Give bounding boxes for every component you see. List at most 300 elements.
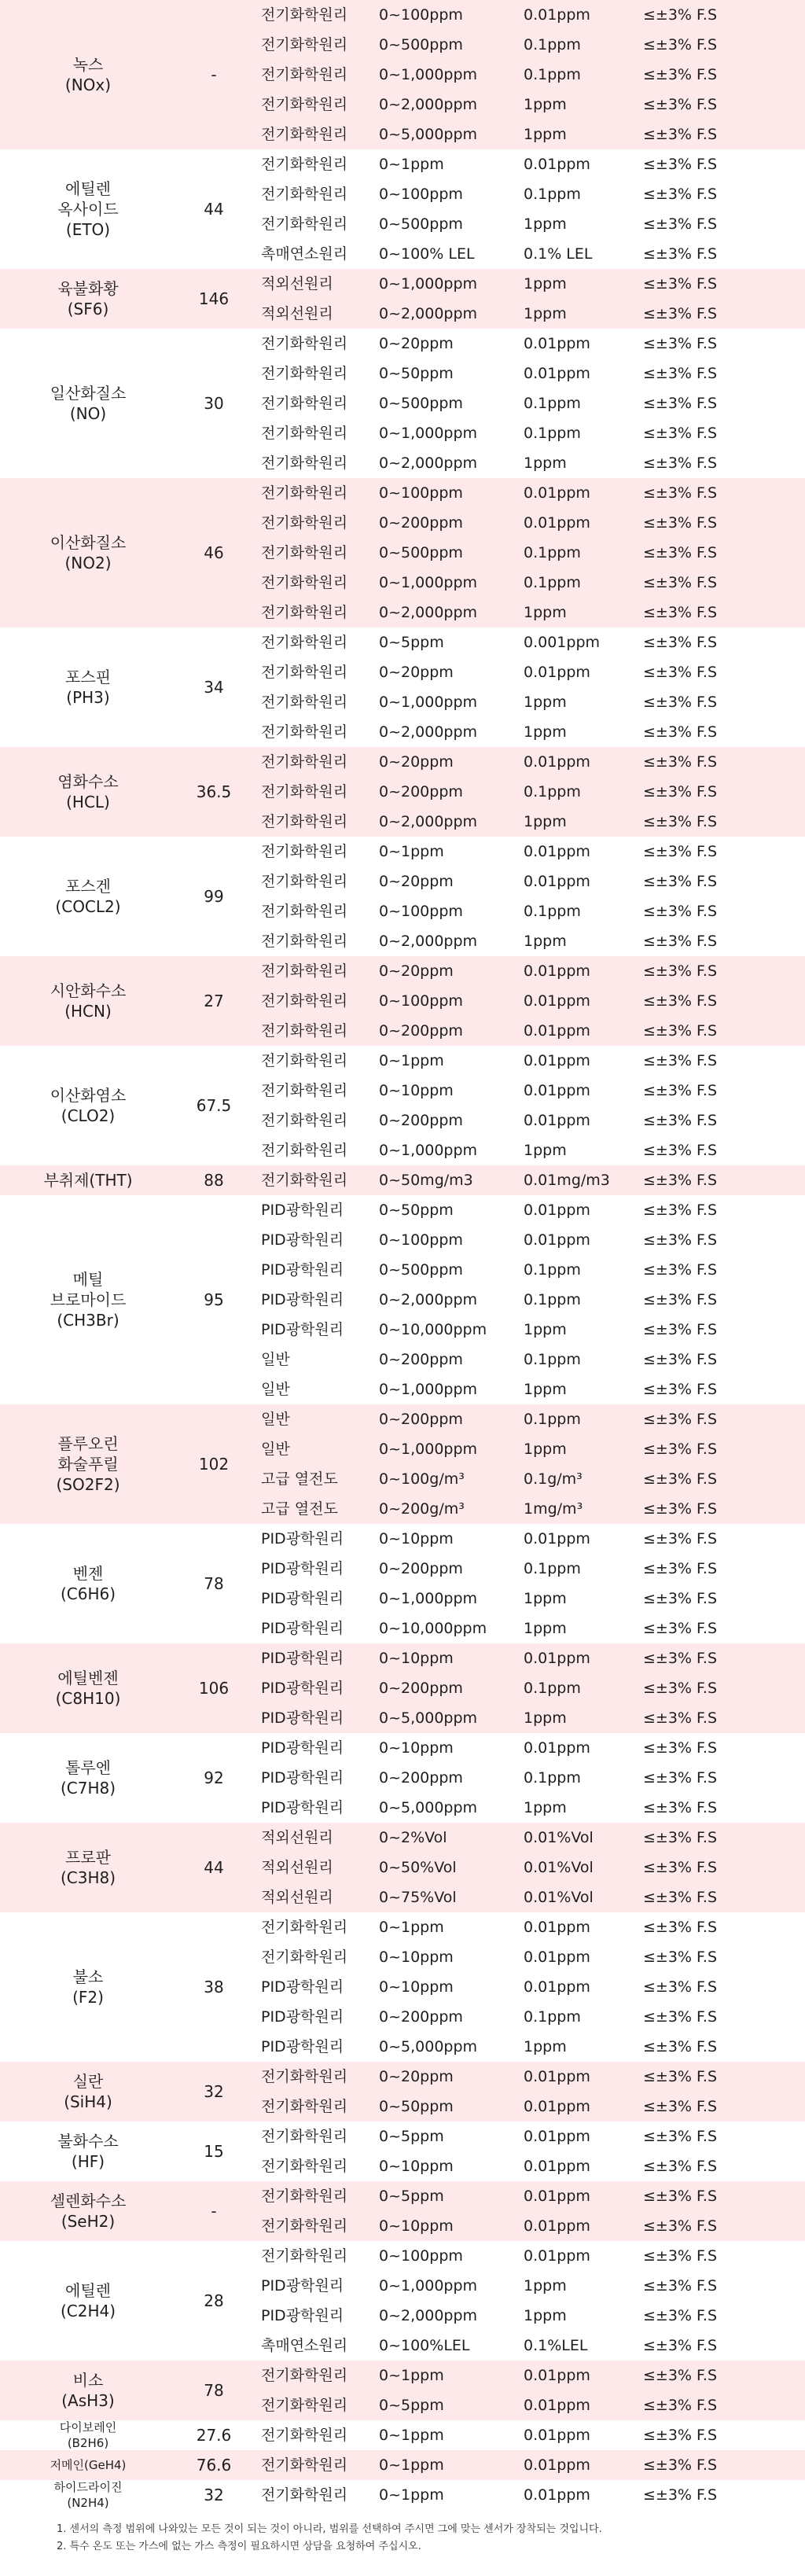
accuracy: ≤±3% F.S: [643, 1381, 717, 1398]
resolution: 0.1ppm: [524, 1560, 581, 1577]
accuracy: ≤±3% F.S: [643, 723, 717, 741]
molecular-weight: 46: [204, 543, 224, 562]
sensor-method: 전기화학원리: [261, 634, 348, 651]
molecular-weight: 30: [204, 394, 224, 413]
sensor-method: PID광학원리: [261, 1739, 344, 1757]
gas-name-line: (B2H6): [67, 2436, 109, 2450]
gas-group: [0, 2480, 805, 2510]
accuracy: ≤±3% F.S: [643, 365, 717, 382]
sensor-method: 전기화학원리: [261, 96, 348, 113]
molecular-weight: 34: [204, 678, 224, 697]
accuracy: ≤±3% F.S: [643, 454, 717, 472]
measure-range: 0~100ppm: [379, 1231, 463, 1249]
resolution: 0.01ppm: [524, 2128, 590, 2145]
measure-range: 0~5ppm: [379, 634, 444, 651]
table-row: [0, 2002, 805, 2032]
table-row: [0, 2390, 805, 2420]
accuracy: ≤±3% F.S: [643, 843, 717, 860]
accuracy: ≤±3% F.S: [643, 1919, 717, 1936]
sensor-method: 전기화학원리: [261, 933, 348, 950]
table-row: [0, 1703, 805, 1733]
gas-group: [0, 1046, 805, 1165]
table-row: [0, 1464, 805, 1494]
table-row: [0, 1195, 805, 1225]
accuracy: ≤±3% F.S: [643, 1650, 717, 1667]
table-row: [0, 1016, 805, 1046]
resolution: 0.1g/m³: [524, 1470, 583, 1488]
sensor-method: 전기화학원리: [261, 36, 348, 53]
table-row: [0, 956, 805, 986]
resolution: 0.01ppm: [524, 2068, 590, 2085]
resolution: 0.01ppm: [524, 1978, 590, 1996]
accuracy: ≤±3% F.S: [643, 2486, 717, 2504]
table-row: [0, 1763, 805, 1793]
measure-range: 0~2,000ppm: [379, 2307, 478, 2324]
gas-name-line: (NOx): [64, 75, 112, 94]
measure-range: 0~1ppm: [379, 2486, 444, 2504]
measure-range: 0~1ppm: [379, 2456, 444, 2474]
table-row: [0, 687, 805, 717]
sensor-method: 촉매연소원리: [261, 245, 348, 263]
accuracy: ≤±3% F.S: [643, 2427, 717, 2444]
accuracy: ≤±3% F.S: [643, 1799, 717, 1816]
sensor-method: 고급 열전도: [261, 1470, 338, 1488]
measure-range: 0~200ppm: [379, 783, 463, 800]
resolution: 0.01ppm: [524, 1112, 590, 1129]
resolution: 0.001ppm: [524, 634, 601, 651]
table-row: [0, 807, 805, 837]
molecular-weight: 38: [204, 1978, 224, 1996]
sensor-method: 전기화학원리: [261, 903, 348, 920]
sensor-method: PID광학원리: [261, 1978, 344, 1996]
accuracy: ≤±3% F.S: [643, 1351, 717, 1368]
accuracy: ≤±3% F.S: [643, 1112, 717, 1129]
resolution: 1ppm: [524, 694, 567, 711]
accuracy: ≤±3% F.S: [643, 1949, 717, 1966]
sensor-method: 전기화학원리: [261, 1082, 348, 1099]
measure-range: 0~10,000ppm: [379, 1620, 487, 1637]
accuracy: ≤±3% F.S: [643, 66, 717, 83]
measure-range: 0~100ppm: [379, 992, 463, 1010]
molecular-weight: 106: [198, 1679, 230, 1698]
gas-name-line: (SO2F2): [56, 1475, 120, 1494]
gas-group: [0, 2361, 805, 2420]
table-row: [0, 1106, 805, 1135]
table-row: [0, 1524, 805, 1554]
measure-range: 0~200ppm: [379, 1022, 463, 1040]
resolution: 0.1ppm: [524, 1411, 581, 1428]
measure-range: 0~10ppm: [379, 1949, 454, 1966]
sensor-method: 전기화학원리: [261, 484, 348, 502]
resolution: 0.01ppm: [524, 2367, 590, 2384]
measure-range: 0~20ppm: [379, 753, 454, 771]
gas-group: [0, 2122, 805, 2181]
gas-name-line: 시안화수소: [50, 981, 127, 1000]
gas-name-line: 포스핀: [65, 668, 111, 686]
molecular-weight: 32: [204, 2486, 224, 2504]
measure-range: 0~1ppm: [379, 1052, 444, 1069]
sensor-method: 일반: [261, 1381, 290, 1398]
sensor-method: PID광학원리: [261, 1231, 344, 1249]
measure-range: 0~75%Vol: [379, 1889, 457, 1906]
sensor-method: PID광학원리: [261, 2277, 344, 2294]
sensor-method: 전기화학원리: [261, 962, 348, 980]
resolution: 0.01ppm: [524, 1022, 590, 1040]
table-row: [0, 2361, 805, 2390]
sensor-method: 일반: [261, 1351, 290, 1368]
sensor-method: 고급 열전도: [261, 1500, 338, 1518]
resolution: 0.01ppm: [524, 1739, 590, 1757]
accuracy: ≤±3% F.S: [643, 1022, 717, 1040]
resolution: 0.1ppm: [524, 66, 581, 83]
measure-range: 0~2,000ppm: [379, 1291, 478, 1308]
table-row: [0, 657, 805, 687]
measure-range: 0~1ppm: [379, 156, 444, 173]
measure-range: 0~2,000ppm: [379, 723, 478, 741]
accuracy: ≤±3% F.S: [643, 933, 717, 950]
resolution: 0.1ppm: [524, 425, 581, 442]
sensor-method: PID광학원리: [261, 1680, 344, 1697]
measure-range: 0~1ppm: [379, 2427, 444, 2444]
gas-name-line: (COCL2): [55, 897, 121, 916]
resolution: 0.1ppm: [524, 1261, 581, 1279]
sensor-method: 촉매연소원리: [261, 2337, 348, 2354]
sensor-method: 전기화학원리: [261, 604, 348, 621]
gas-name-line: (HCL): [66, 793, 110, 811]
gas-name-line: (C3H8): [60, 1868, 116, 1887]
sensor-method: 적외선원리: [261, 1829, 333, 1846]
accuracy: ≤±3% F.S: [643, 2008, 717, 2026]
resolution: 1ppm: [524, 813, 567, 830]
resolution: 1ppm: [524, 215, 567, 233]
table-row: [0, 1404, 805, 1434]
resolution: 0.01mg/m3: [524, 1172, 610, 1189]
accuracy: ≤±3% F.S: [643, 1500, 717, 1518]
measure-range: 0~200ppm: [379, 1411, 463, 1428]
measure-range: 0~2,000ppm: [379, 96, 478, 113]
sensor-method: 전기화학원리: [261, 66, 348, 83]
measure-range: 0~100ppm: [379, 903, 463, 920]
gas-group: [0, 2450, 805, 2480]
gas-name-line: (ETO): [65, 220, 111, 239]
accuracy: ≤±3% F.S: [643, 1470, 717, 1488]
molecular-weight: -: [211, 65, 217, 84]
measure-range: 0~200ppm: [379, 1680, 463, 1697]
molecular-weight: 76.6: [196, 2456, 232, 2475]
sensor-method: 전기화학원리: [261, 1919, 348, 1936]
measure-range: 0~50mg/m3: [379, 1172, 473, 1189]
measure-range: 0~1ppm: [379, 843, 444, 860]
sensor-method: 전기화학원리: [261, 544, 348, 561]
resolution: 0.01ppm: [524, 156, 590, 173]
table-row: [0, 1434, 805, 1464]
gas-name-line: (SeH2): [61, 2212, 116, 2231]
sensor-method: 전기화학원리: [261, 335, 348, 352]
resolution: 0.01ppm: [524, 2486, 590, 2504]
resolution: 0.01ppm: [524, 2456, 590, 2474]
accuracy: ≤±3% F.S: [643, 2098, 717, 2115]
measure-range: 0~10ppm: [379, 1530, 454, 1547]
measure-range: 0~1,000ppm: [379, 66, 478, 83]
accuracy: ≤±3% F.S: [643, 2367, 717, 2384]
table-row: [0, 448, 805, 478]
measure-range: 0~2,000ppm: [379, 604, 478, 621]
gas-group: [0, 627, 805, 747]
sensor-method: 일반: [261, 1411, 290, 1428]
gas-name-line: 에틸렌: [65, 2281, 111, 2300]
gas-name-line: 메틸: [72, 1270, 104, 1289]
gas-group: [0, 2181, 805, 2241]
measure-range: 0~5,000ppm: [379, 126, 478, 143]
molecular-weight: 27: [204, 992, 224, 1010]
table-row: [0, 2032, 805, 2062]
measure-range: 0~10ppm: [379, 1978, 454, 1996]
table-row: [0, 2271, 805, 2301]
accuracy: ≤±3% F.S: [643, 2217, 717, 2235]
measure-range: 0~500ppm: [379, 36, 463, 53]
resolution: 0.1ppm: [524, 1769, 581, 1787]
sensor-method: 전기화학원리: [261, 6, 348, 24]
sensor-method: 전기화학원리: [261, 2367, 348, 2384]
table-row: [0, 1793, 805, 1823]
footnote: 1. 센서의 측정 범위에 나와있는 모든 것이 되는 것이 아니라, 범위를 선택하여 주시면 그에 맞는 센서가 장착되는 것입니다.: [57, 2523, 602, 2535]
resolution: 0.1ppm: [524, 1291, 581, 1308]
gas-group: [0, 0, 805, 149]
measure-range: 0~5ppm: [379, 2188, 444, 2205]
accuracy: ≤±3% F.S: [643, 903, 717, 920]
gas-name-line: 벤젠: [72, 1564, 104, 1583]
resolution: 0.01ppm: [524, 962, 590, 980]
gas-group: [0, 1912, 805, 2062]
resolution: 1ppm: [524, 933, 567, 950]
table-row: [0, 60, 805, 90]
sensor-method: 전기화학원리: [261, 2098, 348, 2115]
sensor-method: 전기화학원리: [261, 2397, 348, 2414]
resolution: 1ppm: [524, 2038, 567, 2055]
resolution: 0.01ppm: [524, 1052, 590, 1069]
sensor-method: 전기화학원리: [261, 574, 348, 591]
accuracy: ≤±3% F.S: [643, 1052, 717, 1069]
measure-range: 0~100ppm: [379, 6, 463, 24]
accuracy: ≤±3% F.S: [643, 1829, 717, 1846]
accuracy: ≤±3% F.S: [643, 694, 717, 711]
sensor-method: 전기화학원리: [261, 2068, 348, 2085]
accuracy: ≤±3% F.S: [643, 335, 717, 352]
resolution: 0.1ppm: [524, 36, 581, 53]
table-row: [0, 777, 805, 807]
sensor-method: 전기화학원리: [261, 186, 348, 203]
sensor-method: 적외선원리: [261, 1889, 333, 1906]
resolution: 1ppm: [524, 305, 567, 322]
resolution: 0.1ppm: [524, 1680, 581, 1697]
measure-range: 0~20ppm: [379, 664, 454, 681]
gas-name-line: (CLO2): [61, 1106, 116, 1125]
accuracy: ≤±3% F.S: [643, 1411, 717, 1428]
table-row: [0, 1554, 805, 1584]
table-row: [0, 896, 805, 926]
accuracy: ≤±3% F.S: [643, 215, 717, 233]
table-row: [0, 1076, 805, 1106]
gas-group: [0, 329, 805, 478]
resolution: 0.01ppm: [524, 6, 590, 24]
measure-range: 0~10ppm: [379, 2217, 454, 2235]
sensor-method: PID광학원리: [261, 1590, 344, 1607]
accuracy: ≤±3% F.S: [643, 1172, 717, 1189]
molecular-weight: 102: [198, 1455, 230, 1474]
gas-name-line: 브로마이드: [50, 1290, 127, 1309]
sensor-method: 전기화학원리: [261, 2486, 348, 2504]
resolution: 0.01ppm: [524, 992, 590, 1010]
table-row: [0, 1584, 805, 1614]
accuracy: ≤±3% F.S: [643, 36, 717, 53]
gas-name-line: 셀렌화수소: [50, 2191, 127, 2210]
accuracy: ≤±3% F.S: [643, 1978, 717, 1996]
accuracy: ≤±3% F.S: [643, 1620, 717, 1637]
sensor-method: PID광학원리: [261, 1620, 344, 1637]
table-row: [0, 1345, 805, 1374]
table-row: [0, 627, 805, 657]
table-row: [0, 359, 805, 388]
molecular-weight: 44: [204, 200, 224, 219]
sensor-method: 전기화학원리: [261, 1142, 348, 1159]
sensor-method: 전기화학원리: [261, 813, 348, 830]
sensor-method: PID광학원리: [261, 1560, 344, 1577]
measure-range: 0~500ppm: [379, 1261, 463, 1279]
gas-name-line: 화술푸릴: [57, 1455, 119, 1474]
sensor-method: 전기화학원리: [261, 126, 348, 143]
accuracy: ≤±3% F.S: [643, 1859, 717, 1876]
table-row: [0, 747, 805, 777]
sensor-method: 전기화학원리: [261, 395, 348, 412]
measure-range: 0~20ppm: [379, 335, 454, 352]
measure-range: 0~1,000ppm: [379, 2277, 478, 2294]
molecular-weight: 44: [204, 1858, 224, 1877]
molecular-weight: 67.5: [196, 1096, 232, 1115]
accuracy: ≤±3% F.S: [643, 1142, 717, 1159]
accuracy: ≤±3% F.S: [643, 275, 717, 293]
resolution: 0.1ppm: [524, 574, 581, 591]
table-row: [0, 538, 805, 568]
gas-name-line: (SiH4): [64, 2092, 112, 2111]
accuracy: ≤±3% F.S: [643, 604, 717, 621]
measure-range: 0~1ppm: [379, 1919, 444, 1936]
sensor-method: 적외선원리: [261, 305, 333, 322]
resolution: 1ppm: [524, 454, 567, 472]
sensor-method: 전기화학원리: [261, 753, 348, 771]
gas-name-line: 에틸벤젠: [57, 1669, 119, 1687]
sensor-method: 적외선원리: [261, 1859, 333, 1876]
sensor-method: 적외선원리: [261, 275, 333, 293]
measure-range: 0~1,000ppm: [379, 1142, 478, 1159]
table-row: [0, 149, 805, 179]
resolution: 0.1%LEL: [524, 2337, 588, 2354]
accuracy: ≤±3% F.S: [643, 514, 717, 532]
gas-name-line: (C8H10): [55, 1689, 121, 1708]
measure-range: 0~50ppm: [379, 2098, 454, 2115]
table-row: [0, 1494, 805, 1524]
gas-name-line: (SF6): [67, 300, 109, 318]
resolution: 0.01ppm: [524, 1530, 590, 1547]
resolution: 0.1ppm: [524, 186, 581, 203]
table-row: [0, 1882, 805, 1912]
accuracy: ≤±3% F.S: [643, 1202, 717, 1219]
gas-name-line: 실란: [72, 2072, 104, 2091]
accuracy: ≤±3% F.S: [643, 2337, 717, 2354]
table-row: [0, 1942, 805, 1972]
table-row: [0, 717, 805, 747]
table-row: [0, 1135, 805, 1165]
table-row: [0, 568, 805, 598]
gas-name-line: 불화수소: [57, 2132, 119, 2151]
molecular-weight: 95: [204, 1290, 224, 1309]
accuracy: ≤±3% F.S: [643, 544, 717, 561]
resolution: 0.01ppm: [524, 514, 590, 532]
gas-name-line: (C6H6): [60, 1584, 116, 1603]
table-row: [0, 867, 805, 896]
sensor-method: 전기화학원리: [261, 1112, 348, 1129]
table-row: [0, 2450, 805, 2480]
resolution: 0.01%Vol: [524, 1889, 594, 1906]
sensor-method: 전기화학원리: [261, 425, 348, 442]
table-row: [0, 2301, 805, 2331]
resolution: 0.01ppm: [524, 1231, 590, 1249]
accuracy: ≤±3% F.S: [643, 1769, 717, 1787]
gas-group: [0, 1733, 805, 1823]
resolution: 0.01%Vol: [524, 1829, 594, 1846]
table-row: [0, 2331, 805, 2361]
measure-range: 0~100ppm: [379, 186, 463, 203]
molecular-weight: -: [211, 2202, 217, 2221]
measure-range: 0~50ppm: [379, 365, 454, 382]
resolution: 0.01ppm: [524, 2098, 590, 2115]
sensor-method: PID광학원리: [261, 1769, 344, 1787]
table-row: [0, 1285, 805, 1315]
resolution: 0.01ppm: [524, 484, 590, 502]
measure-range: 0~1,000ppm: [379, 275, 478, 293]
table-row: [0, 1165, 805, 1195]
sensor-method: 전기화학원리: [261, 1052, 348, 1069]
measure-range: 0~100g/m³: [379, 1470, 465, 1488]
measure-range: 0~5,000ppm: [379, 1709, 478, 1727]
measure-range: 0~200g/m³: [379, 1500, 465, 1518]
sensor-method: 전기화학원리: [261, 2128, 348, 2145]
table-row: [0, 2241, 805, 2271]
measure-range: 0~2,000ppm: [379, 813, 478, 830]
resolution: 0.1ppm: [524, 2008, 581, 2026]
measure-range: 0~10ppm: [379, 1082, 454, 1099]
accuracy: ≤±3% F.S: [643, 1231, 717, 1249]
accuracy: ≤±3% F.S: [643, 245, 717, 263]
gas-group: [0, 149, 805, 269]
measure-range: 0~100% LEL: [379, 245, 475, 263]
molecular-weight: 28: [204, 2291, 224, 2310]
measure-range: 0~1,000ppm: [379, 425, 478, 442]
gas-group: [0, 478, 805, 627]
accuracy: ≤±3% F.S: [643, 395, 717, 412]
footnote: 2. 특수 온도 또는 가스에 없는 가스 측정이 필요하시면 상담을 요청하여 주십시오.: [57, 2541, 421, 2552]
molecular-weight: 99: [204, 887, 224, 906]
measure-range: 0~5ppm: [379, 2128, 444, 2145]
table-row: [0, 926, 805, 956]
resolution: 1ppm: [524, 1441, 567, 1458]
measure-range: 0~200ppm: [379, 1351, 463, 1368]
measure-range: 0~500ppm: [379, 544, 463, 561]
measure-range: 0~2,000ppm: [379, 305, 478, 322]
resolution: 0.1ppm: [524, 903, 581, 920]
accuracy: ≤±3% F.S: [643, 2188, 717, 2205]
resolution: 0.01ppm: [524, 873, 590, 890]
table-row: [0, 1374, 805, 1404]
